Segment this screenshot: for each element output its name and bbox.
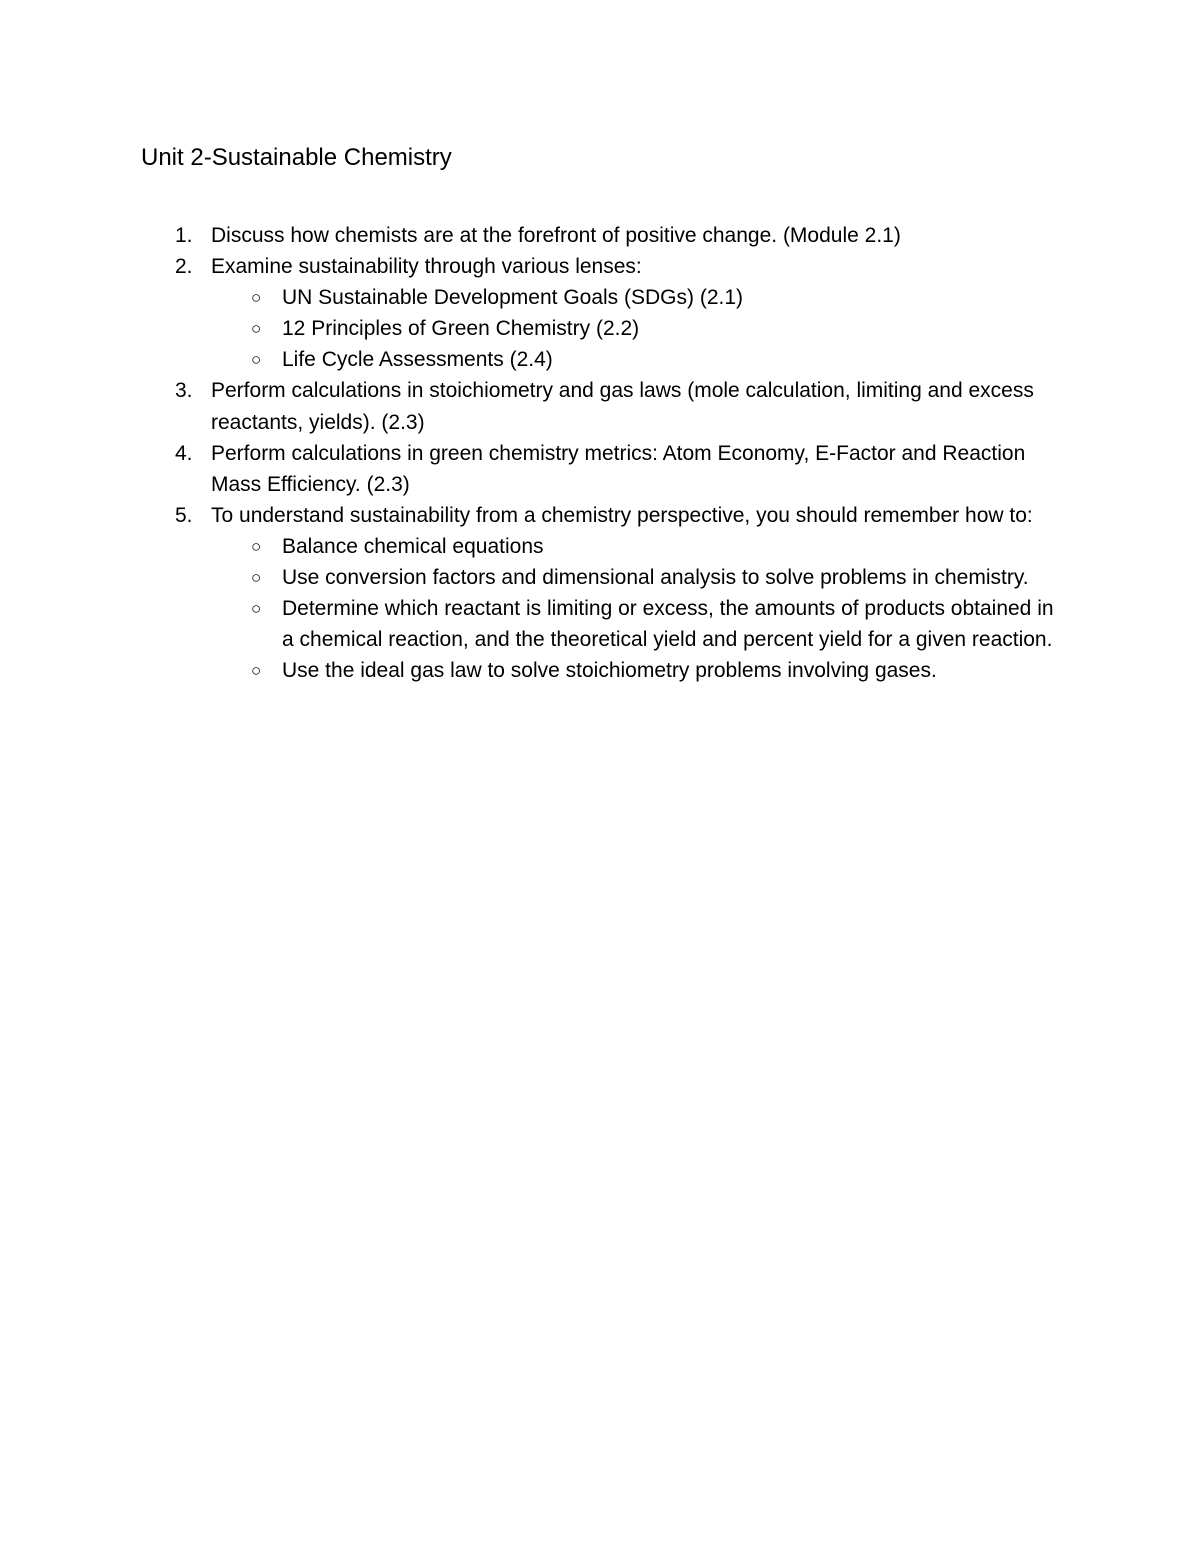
circle-bullet-icon: ○	[251, 319, 262, 339]
objectives-list	[141, 220, 1060, 686]
sub-list	[211, 531, 1060, 686]
sub-list-item	[211, 655, 1060, 686]
list-item	[141, 220, 1060, 251]
list-item	[141, 251, 1060, 375]
list-number: 2.	[175, 255, 193, 279]
sub-list	[211, 282, 1060, 375]
sub-list-item-text: 12 Principles of Green Chemistry (2.2)	[282, 317, 640, 341]
list-number: 1.	[175, 224, 193, 247]
list-item-text: Perform calculations in green chemistry metrics: Atom Economy, E-Factor and Reaction Mass Efficiency. (2.3)	[211, 441, 1026, 496]
sub-list-item-text: Use the ideal gas law to solve stoichiometry problems involving gases.	[282, 659, 937, 683]
sub-list-item-text: UN Sustainable Development Goals (SDGs) (2.1)	[282, 286, 744, 310]
sub-list-item	[211, 282, 1060, 313]
circle-bullet-icon: ○	[251, 536, 262, 556]
sub-list-item-text: Use conversion factors and dimensional analysis to solve problems in chemistry.	[282, 566, 1029, 590]
list-item	[141, 438, 1060, 500]
sub-list-item	[211, 562, 1060, 593]
circle-bullet-icon: ○	[251, 568, 262, 588]
list-item	[141, 500, 1060, 687]
circle-bullet-icon: ○	[251, 350, 262, 370]
list-number: 4.	[175, 441, 193, 465]
list-item-text: Perform calculations in stoichiometry and gas laws (mole calculation, limiting and excess reactants, yields). (2.3)	[211, 379, 1034, 434]
list-item-text: Examine sustainability through various lenses:	[211, 255, 642, 279]
sub-list-item	[211, 313, 1060, 344]
sub-list-item-text: Life Cycle Assessments (2.4)	[282, 348, 553, 372]
list-item-text: To understand sustainability from a chemistry perspective, you should remember how to:	[211, 503, 1033, 527]
circle-bullet-icon: ○	[251, 288, 262, 308]
sub-list-item-text: Balance chemical equations	[282, 534, 544, 558]
list-number: 3.	[175, 379, 193, 403]
sub-list-item	[211, 593, 1060, 655]
sub-list-item-text: Determine which reactant is limiting or excess, the amounts of products obtained in a chemical reaction, and the theoretical yield and percent yield for a given reaction.	[282, 597, 1054, 652]
list-item	[141, 375, 1060, 437]
circle-bullet-icon: ○	[251, 599, 262, 619]
sub-list-item	[211, 531, 1060, 562]
sub-list-item	[211, 344, 1060, 375]
circle-bullet-icon: ○	[251, 661, 262, 681]
document-title: Unit 2-Sustainable Chemistry	[141, 144, 452, 171]
list-number: 5.	[175, 503, 193, 527]
list-item-text: Discuss how chemists are at the forefront of positive change. (Module 2.1)	[211, 224, 901, 247]
